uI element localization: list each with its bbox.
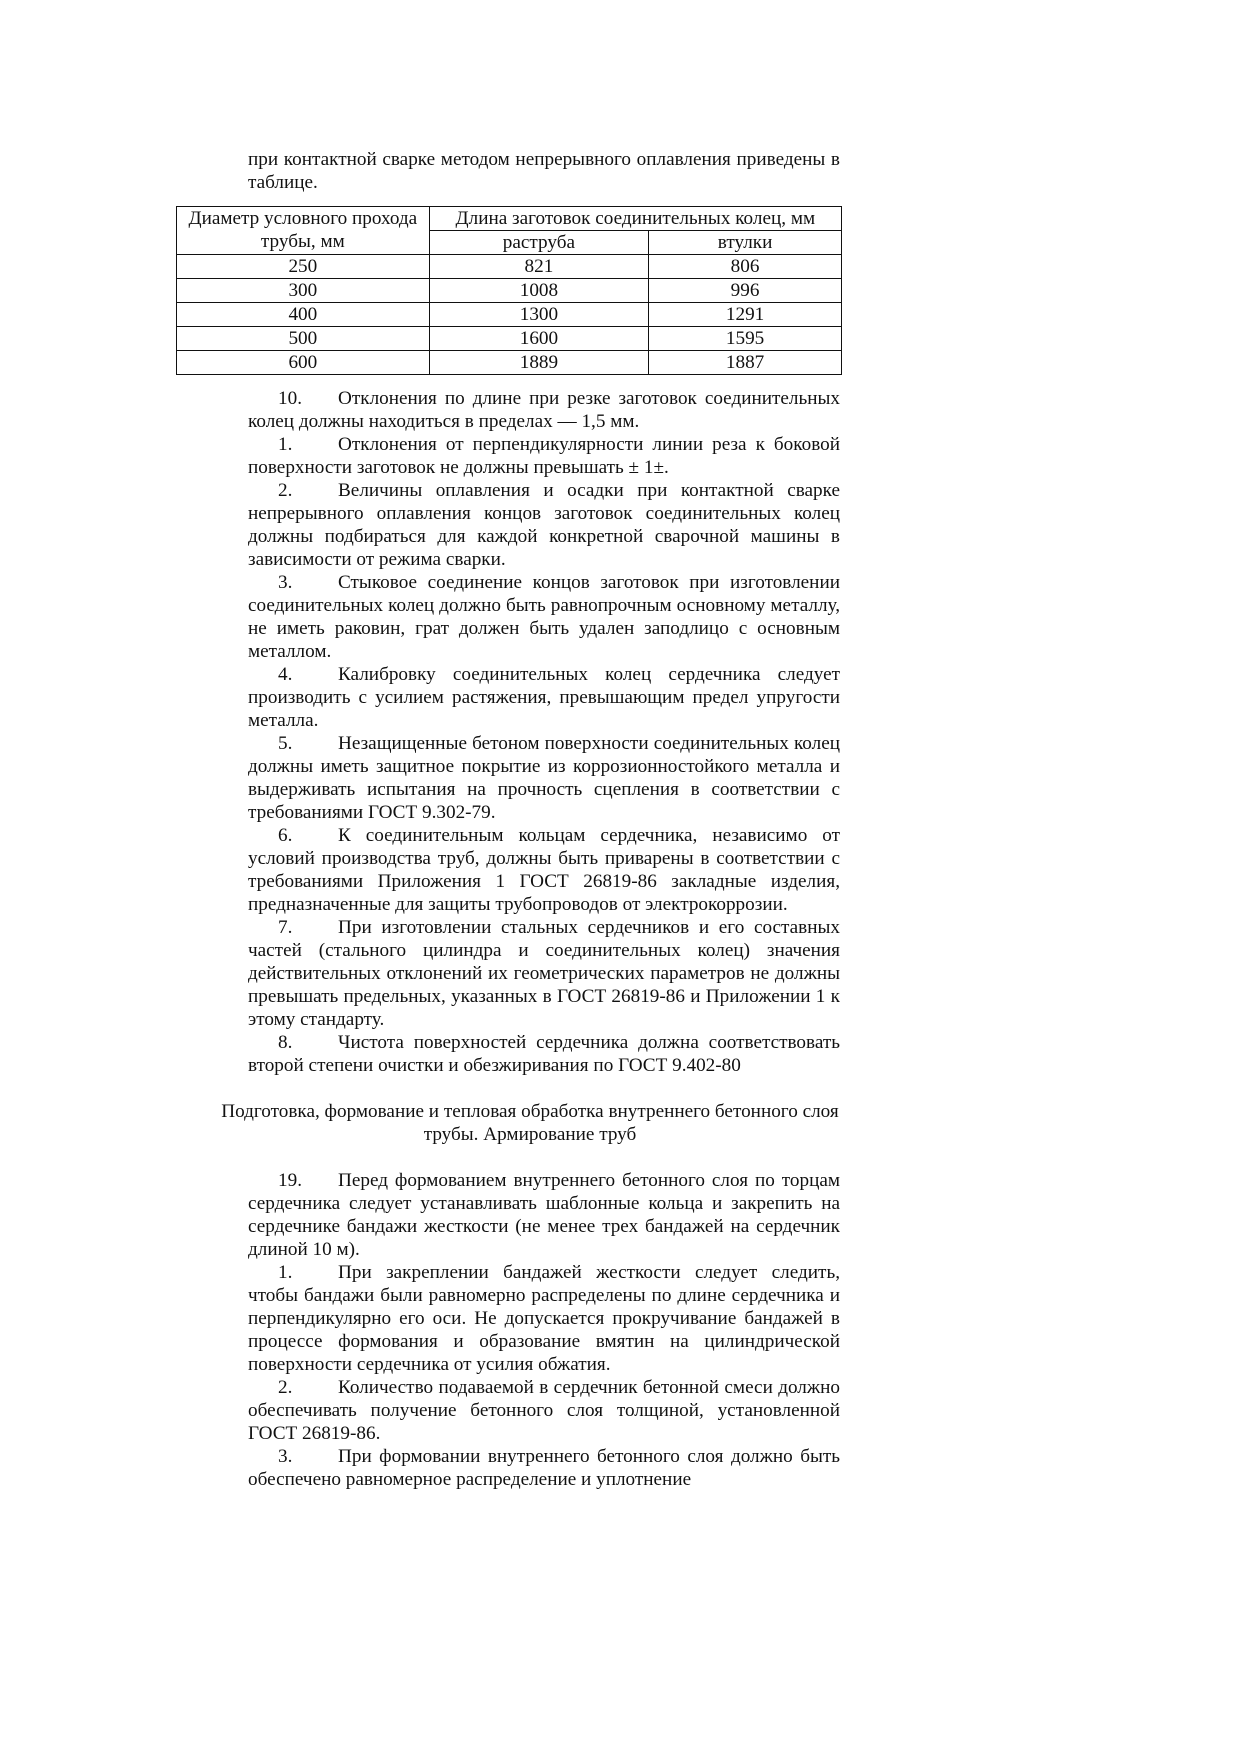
item-number: 6. — [278, 825, 293, 846]
cell-socket: 1889 — [429, 351, 648, 375]
item-number: 5. — [278, 733, 293, 754]
table-row — [177, 255, 842, 279]
subheader-socket: раструба — [429, 231, 648, 255]
item-number: 1. — [278, 434, 293, 455]
table-header-row — [177, 207, 842, 231]
intro-text: при контактной сварке методом непрерывного оплавления приведены в таблице. — [248, 149, 840, 193]
item-number: 3. — [278, 572, 293, 593]
list-item — [248, 663, 840, 732]
list-item — [248, 1445, 840, 1491]
item-text: При закреплении бандажей жесткости следует следить, чтобы бандажи были равномерно распределены по длине сердечника и перпендикулярно его оси. Не допускается прокручивание бандажей в процессе формования и образование вмятин на цилиндрической поверхности сердечника от усилия обжатия. — [248, 1262, 840, 1375]
ring-length-table — [176, 206, 842, 375]
item-number: 2. — [278, 480, 293, 501]
item-number: 10. — [278, 388, 302, 409]
list-item — [248, 571, 840, 663]
list-item — [248, 1031, 840, 1077]
item-number: 2. — [278, 1377, 293, 1398]
cell-sleeve: 1887 — [649, 351, 842, 375]
item-text: Величины оплавления и осадки при контактной сварке непрерывного оплавления концов заготовок соединительных колец должны подбираться для каждой конкретной сварочной машины в зависимости от режима сварки. — [248, 480, 840, 570]
page-content — [188, 148, 840, 1491]
item-text: К соединительным кольцам сердечника, независимо от условий производства труб, должны быть приварены в соответствии с требованиями Приложения 1 ГОСТ 26819-86 закладные изделия, предназначенные для защиты трубопроводов от электрокоррозии. — [248, 825, 840, 915]
item-number: 19. — [278, 1170, 302, 1191]
list-item — [248, 479, 840, 571]
item-number: 8. — [278, 1032, 293, 1053]
list-item — [248, 1261, 840, 1376]
subheader-sleeve: втулки — [649, 231, 842, 255]
table-row — [177, 327, 842, 351]
item-text: При изготовлении стальных сердечников и его составных частей (стального цилиндра и соединительных колец) значения действительных отклонений их геометрических параметров не должны превышать предельных, указанных в ГОСТ 26819-86 и Приложении 1 к этому стандарту. — [248, 917, 840, 1030]
item-text: Отклонения по длине при резке заготовок соединительных колец должны находиться в пределах — 1,5 мм. — [248, 388, 840, 432]
item-number: 1. — [278, 1262, 293, 1283]
cell-sleeve: 996 — [649, 279, 842, 303]
item-text: Стыковое соединение концов заготовок при изготовлении соединительных колец должно быть равнопрочным основному металлу, не иметь раковин, грат должен быть удален заподлицо с основным металлом. — [248, 572, 840, 662]
cell-diameter: 400 — [177, 303, 430, 327]
item-text: Перед формованием внутреннего бетонного слоя по торцам сердечника следует устанавливать шаблонные кольца и закрепить на сердечнике бандажи жесткости (не менее трех бандажей на сердечник длиной 10 м). — [248, 1170, 840, 1260]
cell-diameter: 250 — [177, 255, 430, 279]
table-row — [177, 279, 842, 303]
paragraph-list-b — [248, 1169, 840, 1491]
item-number: 4. — [278, 664, 293, 685]
item-number: 3. — [278, 1446, 293, 1467]
item-text: Чистота поверхностей сердечника должна соответствовать второй степени очистки и обезжиривания по ГОСТ 9.402-80 — [248, 1032, 840, 1076]
paragraph-list-a — [248, 387, 840, 1077]
list-item — [248, 1376, 840, 1445]
table-row — [177, 351, 842, 375]
cell-sleeve: 806 — [649, 255, 842, 279]
header-diameter: Диаметр условного прохода трубы, мм — [177, 207, 430, 255]
list-item — [248, 916, 840, 1031]
list-item — [248, 732, 840, 824]
list-item — [248, 824, 840, 916]
cell-diameter: 300 — [177, 279, 430, 303]
item-number: 7. — [278, 917, 293, 938]
item-text: При формовании внутреннего бетонного слоя должно быть обеспечено равномерное распределение и уплотнение — [248, 1446, 840, 1490]
cell-socket: 1600 — [429, 327, 648, 351]
cell-diameter: 500 — [177, 327, 430, 351]
item-text: Незащищенные бетоном поверхности соединительных колец должны иметь защитное покрытие из коррозионностойкого металла и выдерживать испытания на прочность сцепления в соответствии с требованиями ГОСТ 9.302-79. — [248, 733, 840, 823]
cell-diameter: 600 — [177, 351, 430, 375]
section-heading: Подготовка, формование и тепловая обработка внутреннего бетонного слоя трубы. Армирование труб — [221, 1101, 839, 1145]
item-text: Калибровку соединительных колец сердечника следует производить с усилием растяжения, превышающим предел упругости металла. — [248, 664, 840, 731]
list-item — [248, 433, 840, 479]
table-row — [177, 303, 842, 327]
cell-socket: 1008 — [429, 279, 648, 303]
cell-socket: 1300 — [429, 303, 648, 327]
header-length: Длина заготовок соединительных колец, мм — [429, 207, 841, 231]
cell-sleeve: 1595 — [649, 327, 842, 351]
item-text: Количество подаваемой в сердечник бетонной смеси должно обеспечивать получение бетонного слоя толщиной, установленной ГОСТ 26819-86. — [248, 1377, 840, 1444]
cell-socket: 821 — [429, 255, 648, 279]
list-item — [248, 387, 840, 433]
cell-sleeve: 1291 — [649, 303, 842, 327]
list-item — [248, 1169, 840, 1261]
item-text: Отклонения от перпендикулярности линии реза к боковой поверхности заготовок не должны превышать ± 1±. — [248, 434, 840, 478]
